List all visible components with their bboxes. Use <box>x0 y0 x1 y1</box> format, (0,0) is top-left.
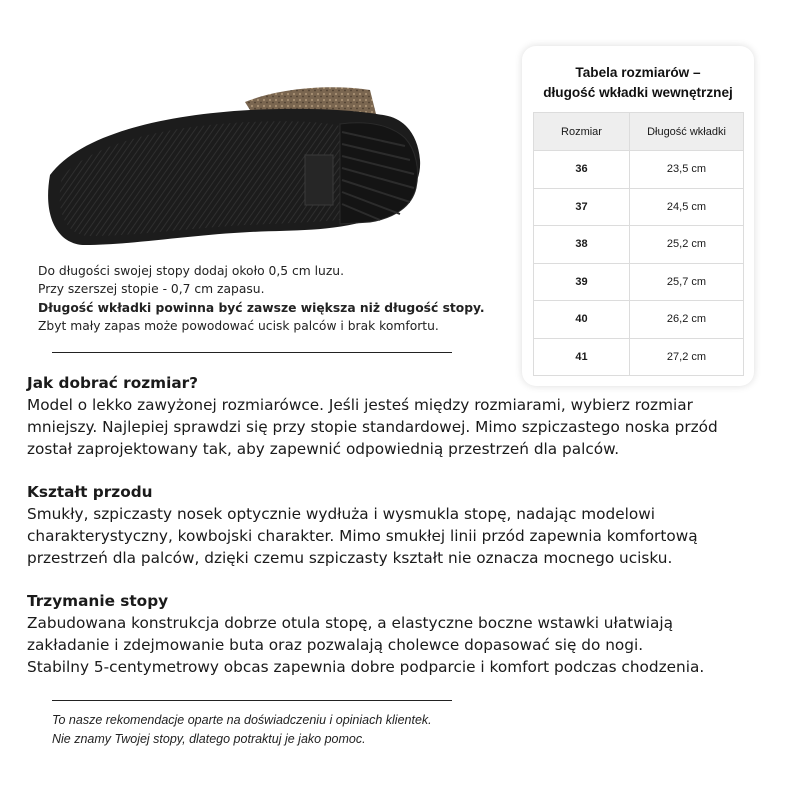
section-line: zakładanie i zdejmowanie buta oraz pozwalają cholewce dopasować się do nogi. <box>27 636 644 654</box>
table-row <box>534 338 744 376</box>
disclaimer-line: To nasze rekomendacje oparte na doświadczeniu i opiniach klientek. <box>52 713 432 727</box>
cell-length: 23,5 cm <box>630 151 744 189</box>
cell-length: 25,2 cm <box>630 226 744 264</box>
section-line: Smukły, szpiczasty nosek optycznie wydłuża i wysmukla stopę, nadając modelowi <box>27 505 656 523</box>
disclaimer-line: Nie znamy Twojej stopy, dlatego potraktuj je jako pomoc. <box>52 732 366 746</box>
cell-length: 27,2 cm <box>630 338 744 376</box>
section-foot-hold <box>27 590 777 678</box>
column-header-length: Długość wkładki <box>630 113 744 151</box>
section-heading: Trzymanie stopy <box>27 592 169 610</box>
size-chart-card <box>522 46 754 386</box>
size-chart-header-row <box>534 113 744 151</box>
table-row <box>534 263 744 301</box>
size-chart-title: Tabela rozmiarów – długość wkładki wewnętrznej <box>543 65 733 100</box>
cell-length: 26,2 cm <box>630 301 744 339</box>
section-line: Model o lekko zawyżonej rozmiarówce. Jeśli jesteś między rozmiarami, wybierz rozmiar <box>27 396 693 414</box>
cell-length: 24,5 cm <box>630 188 744 226</box>
fit-hint-line: Zbyt mały zapas może powodować ucisk palców i brak komfortu. <box>38 318 439 333</box>
cell-size: 41 <box>534 338 630 376</box>
fit-hint-line-emphasis: Długość wkładki powinna być zawsze większa niż długość stopy. <box>38 300 485 315</box>
cell-length: 25,7 cm <box>630 263 744 301</box>
column-header-size: Rozmiar <box>534 113 630 151</box>
cell-size: 40 <box>534 301 630 339</box>
section-toe-shape <box>27 481 777 569</box>
section-line: Stabilny 5-centymetrowy obcas zapewnia dobre podparcie i komfort podczas chodzenia. <box>27 658 705 676</box>
cell-size: 37 <box>534 188 630 226</box>
table-row <box>534 301 744 339</box>
table-row <box>534 188 744 226</box>
section-line: przestrzeń dla palców, dzięki czemu szpiczasty kształt nie oznacza mocnego ucisku. <box>27 549 673 567</box>
boot-sole-tread <box>60 121 340 236</box>
fit-hint-line: Do długości swojej stopy dodaj około 0,5 cm luzu. <box>38 264 344 278</box>
divider <box>52 352 452 353</box>
cell-size: 39 <box>534 263 630 301</box>
fit-hint <box>38 262 508 335</box>
divider <box>52 700 452 701</box>
table-row <box>534 226 744 264</box>
section-line: charakterystyczny, kowbojski charakter. Mimo smukłej linii przód zapewnia komfortową <box>27 527 698 545</box>
section-line: Zabudowana konstrukcja dobrze otula stopę, a elastyczne boczne wstawki ułatwiają <box>27 614 673 632</box>
cell-size: 38 <box>534 226 630 264</box>
section-heading: Kształt przodu <box>27 483 153 501</box>
disclaimer <box>52 711 432 749</box>
boot-sole-image <box>40 80 470 260</box>
section-line: mniejszy. Najlepiej sprawdzi się przy stopie standardowej. Mimo szpiczastego noska przód <box>27 418 718 436</box>
section-size-advice <box>27 372 777 460</box>
table-row <box>534 151 744 189</box>
size-chart-table <box>533 112 744 376</box>
fit-hint-line: Przy szerszej stopie - 0,7 cm zapasu. <box>38 282 265 297</box>
section-line: został zaprojektowany tak, aby zapewnić odpowiednią przestrzeń dla palców. <box>27 440 620 458</box>
section-heading: Jak dobrać rozmiar? <box>27 374 199 392</box>
cell-size: 36 <box>534 151 630 189</box>
fit-advice <box>27 372 777 678</box>
